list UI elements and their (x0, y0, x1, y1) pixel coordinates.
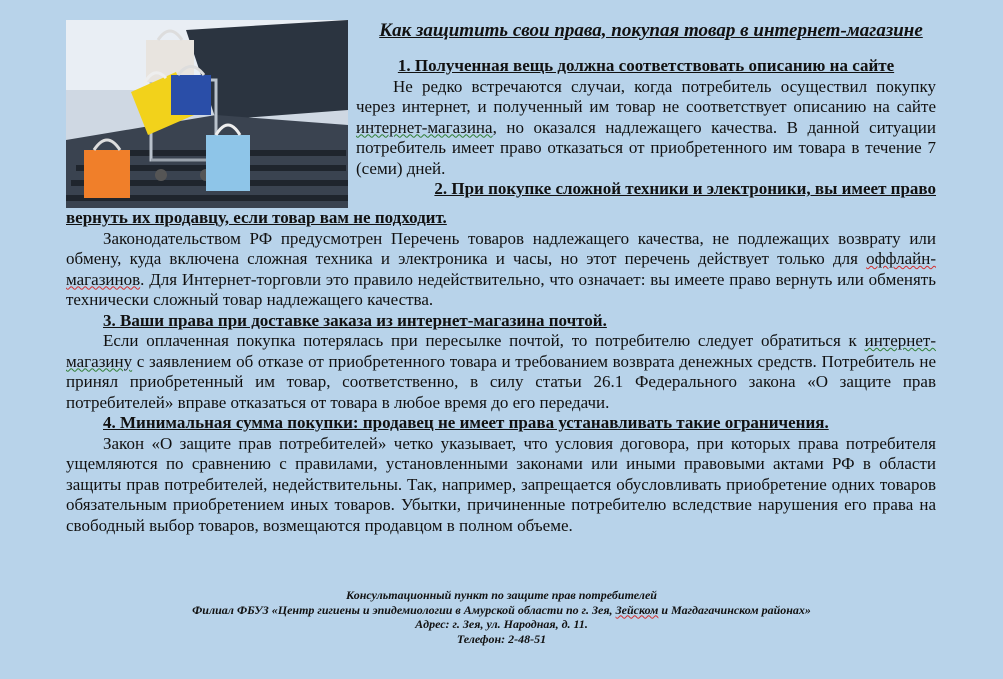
section-3-text-b: с заявлением об отказе от приобретенного товара и требованием возврата денежных средств. Потребитель не принял приобретенный им товар, соответственно, в силу статьи 26.1 Федерального закона «О защите прав потребителей» вправе отказаться от товара в любое время до его передачи. (66, 351, 936, 412)
section-1-term: интернет-магазина (356, 117, 493, 137)
section-2-text (66, 229, 936, 311)
section-3-heading-text: 3. Ваши права при доставке заказа из интернет-магазина почтой. (103, 310, 607, 330)
footer-line-2-a: Филиал ФБУЗ «Центр гигиены и эпидемиологии в Амурской области по г. Зея, (192, 602, 616, 617)
section-2-text-a: Законодательством РФ предусмотрен Перечень товаров надлежащего качества, не подлежащих возврату или обмену, куда включена сложная техника и электроника и часы, но этот перечень действует только для (66, 228, 936, 268)
footer-line-2 (0, 603, 1003, 618)
footer-line-1: Консультационный пункт по защите прав потребителей (346, 588, 657, 602)
section-3-text (66, 331, 936, 413)
section-3-term: интернет-магазину (66, 331, 936, 371)
section-4-text: Закон «О защите прав потребителей» четко указывает, что условия договора, при которых права потребителя ущемляются по сравнению с правилами, установленными законами или иными правовыми актами РФ в области защиты прав потребителей, недействительны. Так, например, запрещается обусловливать приобретение одних товаров обязательным приобретением иных товаров. Убытки, причиненные потребителю вследствие нарушения его права на свободный выбор товаров, возмещаются продавцом в полном объеме. (66, 433, 936, 535)
section-1 (356, 56, 936, 200)
photo-illustration (66, 20, 348, 208)
section-1-heading: 1. Полученная вещь должна соответствовать описанию на сайте (397, 56, 895, 75)
section-4-heading (66, 413, 936, 434)
section-3-heading (66, 311, 936, 332)
footer-line-3: Адрес: г. Зея, ул. Народная, д. 11. (415, 617, 588, 631)
section-2-heading-a (356, 179, 936, 200)
section-2-heading-a-text: 2. При покупке сложной техники и электроники, вы имеет право (434, 179, 936, 198)
section-2-heading-b: вернуть их продавцу, если товар вам не подходит. (66, 208, 447, 227)
section-1-text (356, 77, 936, 180)
section-4-heading-text: 4. Минимальная сумма покупки: продавец не имеет права устанавливать такие ограничения. (103, 413, 829, 432)
section-1-text-b: , но оказался надлежащего качества. В данной ситуации потребитель имеет право отказаться от приобретенного им товара в течение 7 (семи) дней. (356, 117, 936, 178)
main-text-flow (66, 208, 936, 536)
footer-line-2-b: и Магдагачинском районах» (658, 602, 811, 617)
footer-contacts (0, 588, 1003, 646)
page-title: Как защитить свои права, покупая товар в интернет-магазине (379, 20, 923, 41)
footer-line-2-term: Зейском (615, 602, 659, 617)
section-2-term: оффлайн-магазинов (66, 249, 936, 289)
footer-line-4: Телефон: 2-48-51 (456, 631, 547, 646)
section-1-text-a: Не редко встречаются случаи, когда потребитель осуществил покупку через интернет, и полученный им товар не соответствует описанию на сайте (356, 76, 936, 116)
shopping-bags-laptop-photo (66, 20, 348, 208)
section-2-text-b: . Для Интернет-торговли это правило недействительно, что означает: вы имеете право вернуть или обменять технически сложный товар надлежащего качества. (66, 269, 936, 309)
section-3-text-a: Если оплаченная покупка потерялась при пересылке почтой, то потребителю следует обратиться к (103, 331, 865, 350)
